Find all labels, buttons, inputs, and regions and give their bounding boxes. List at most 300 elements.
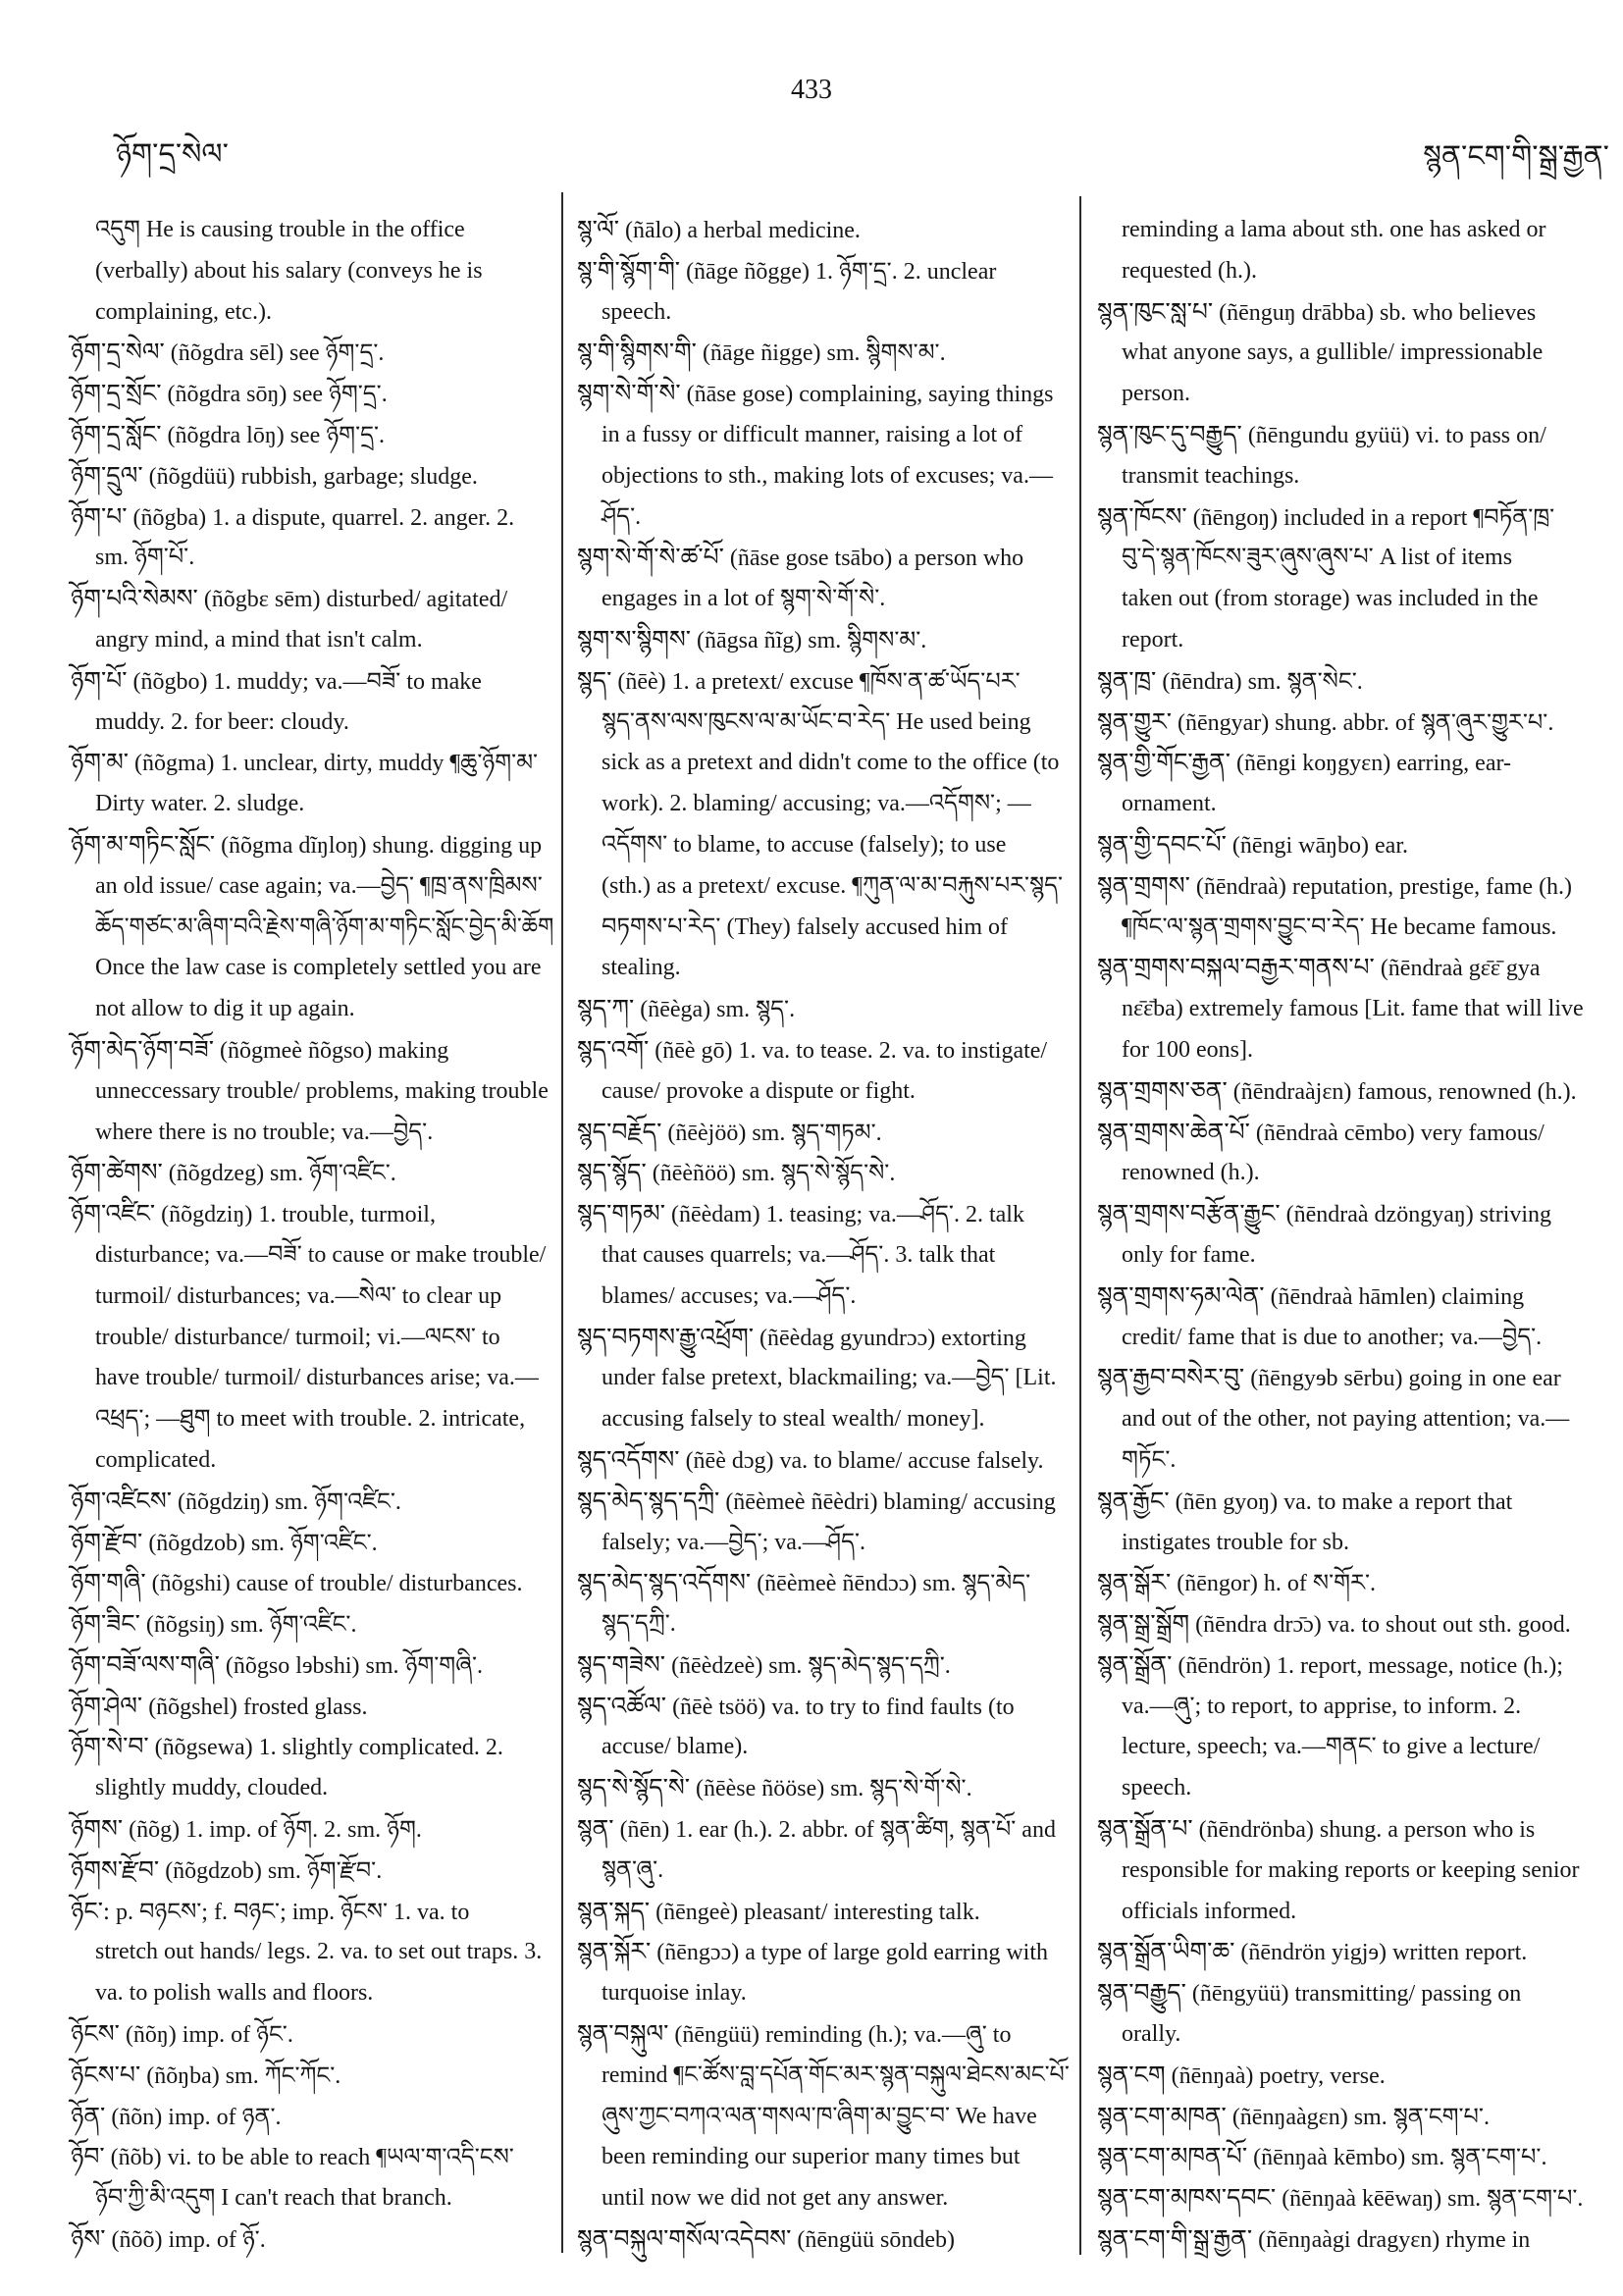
dictionary-entry <box>1097 1358 1607 1481</box>
headword: ཉོག་མ་ <box>71 750 130 777</box>
dictionary-entry <box>71 1482 553 1523</box>
entry-continuation-line <box>71 1768 553 1809</box>
entry-text: (ñāse gose) complaining, saying things <box>686 382 1054 408</box>
headword: ཉོག་འཛིངས་ <box>71 1487 173 1515</box>
entry-text: (ñēè gō) 1. va. to tease. 2. va. to instigate/ <box>654 1037 1048 1064</box>
headword: ཉོག་འཛིང་ <box>71 1201 156 1228</box>
entry-text: (ñõgma dĩŋloŋ) shung. digging up <box>221 832 543 859</box>
entry-text: (ñēngeè) pleasant/ interesting talk. <box>655 1899 980 1925</box>
headword: སྙད་བཏགས་རྒྱུ་འཕྲོག་ <box>577 1324 755 1351</box>
entry-first-line <box>1097 1809 1607 1851</box>
entry-text: (ñēèdag gyundrɔɔ) extorting <box>759 1325 1026 1351</box>
entry-continuation-line <box>1097 374 1607 415</box>
entry-text: (ñēndra) sm. སྙན་སེང་. <box>1162 668 1363 695</box>
dictionary-entry <box>71 456 553 497</box>
entry-first-line <box>1097 1277 1607 1318</box>
entry-first-line <box>1097 1358 1607 1399</box>
dictionary-entry <box>577 538 1070 620</box>
dictionary-entry <box>71 1563 553 1604</box>
entry-text: taken out (from storage) was included in the <box>1122 586 1539 612</box>
dictionary-entry <box>71 2137 553 2219</box>
entry-continuation-line <box>71 784 553 825</box>
entry-continuation-line <box>71 703 553 744</box>
headword: སྙན་ངག་མཁན་པོ་ <box>1097 2144 1248 2171</box>
entry-text: (ñēngyɘb sērbu) going in one ear <box>1250 1366 1561 1392</box>
entry-first-line <box>1097 2056 1607 2097</box>
entry-first-line <box>71 374 553 415</box>
entry-text: འདུག He is causing trouble in the office <box>95 217 465 242</box>
entry-text: unneccessary trouble/ problems, making trouble <box>95 1077 549 1104</box>
entry-text: ཞུས་ཀྱང་བཀའ་ལན་གསལ་ཁ་ཞིག་མ་བྱུང་བ་ We have <box>602 2103 1037 2129</box>
entry-first-line <box>1097 1482 1607 1523</box>
entry-text: renowned (h.). <box>1122 1160 1260 1186</box>
headword: སྙད་སེ་སྙོད་སེ་ <box>577 1775 690 1802</box>
entry-text: in a fussy or difficult manner, raising a lot of <box>602 421 1023 447</box>
headword: སྙན་བསྐུལ་གསོལ་འདེབས་ <box>577 2226 792 2254</box>
entry-text: (ñõgsiŋ) sm. ཉོག་འཛིང་. <box>145 1612 357 1639</box>
headword: ཉོག་དྲ་སེལ་ <box>71 339 165 367</box>
entry-text: (ñõgshel) frosted glass. <box>148 1694 368 1720</box>
entry-text: for 100 eons]. <box>1122 1036 1253 1063</box>
entry-text: (ñēèdzeè) sm. སྙད་མེད་སྙད་དཀྲི་. <box>671 1652 951 1679</box>
entry-first-line <box>71 1030 553 1071</box>
entry-continuation-line <box>1097 333 1607 374</box>
headword: སྙན་ངག <box>1097 2061 1166 2089</box>
headword: ཉོག་དྲ་སློང་ <box>71 421 162 448</box>
headword: སྙན་རྒྱབ་བསེར་བུ་ <box>1097 1365 1245 1392</box>
headword: སྙད་མེད་སྙད་དཀྲི་ <box>577 1487 720 1515</box>
dictionary-entry <box>71 661 553 744</box>
entry-text: (ñēnŋaàgɛn) sm. སྙན་ངག་པ་. <box>1231 2104 1490 2130</box>
entry-first-line <box>71 2137 553 2178</box>
entry-text: have trouble/ turmoil/ disturbances arise; va.— <box>95 1365 539 1391</box>
entry-text: (ñõõ) imp. of ཉོ་. <box>111 2227 266 2254</box>
entry-first-line <box>577 620 1070 661</box>
entry-continuation-line <box>1097 989 1607 1030</box>
entry-first-line <box>1097 2178 1607 2219</box>
entry-continuation-line <box>577 1071 1070 1113</box>
entry-text: ornament. <box>1122 791 1217 817</box>
dictionary-entry <box>577 1563 1070 1645</box>
headword: སྙན་ཁུང་དུ་བརྒྱུད་ <box>1097 421 1242 448</box>
entry-text: stretch out hands/ legs. 2. va. to set out traps. 3. <box>95 1939 543 1965</box>
entry-first-line <box>577 1194 1070 1235</box>
dictionary-entry <box>577 333 1070 374</box>
entry-continuation-line <box>71 2178 553 2219</box>
entry-first-line <box>1097 1071 1607 1113</box>
entry-text: complaining, etc.). <box>95 298 272 325</box>
entry-text: (ñēngyar) shung. abbr. of སྙན་ཞུར་གྱུར་པ་. <box>1177 709 1554 736</box>
entry-text: (ñēngor) h. of ས་གོར་. <box>1177 1571 1377 1597</box>
entry-text: (ñēndra drɔ̄ɔ) va. to shout out sth. good. <box>1195 1612 1571 1639</box>
headword: སྙན་སྒྲ་སྒྲོག <box>1097 1611 1190 1639</box>
dictionary-entry <box>1097 415 1607 497</box>
entry-text: (ñēnŋaà kēmbo) sm. སྙན་ངག་པ་. <box>1253 2145 1547 2171</box>
headword: ཉོག་པ་ <box>71 503 128 531</box>
entry-text: (ñēndraàjɛn) famous, renowned (h.). <box>1232 1078 1577 1105</box>
entry-text: complicated. <box>95 1446 217 1473</box>
entry-text: (ñēè dɔg) va. to blame/ accuse falsely. <box>685 1447 1044 1474</box>
headword: ཉོང་: <box>71 1898 110 1925</box>
dictionary-entry <box>1097 2097 1607 2138</box>
dictionary-entry <box>71 1892 553 2014</box>
entry-text: sick as a pretext and didn't come to the office (to <box>602 750 1060 776</box>
dictionary-entry <box>71 579 553 661</box>
dictionary-entry <box>577 1440 1070 1482</box>
entry-first-line <box>577 1563 1070 1604</box>
entry-continuation-line <box>577 825 1070 866</box>
entry-text: reminding a lama about sth. one has asked or <box>1122 217 1546 242</box>
entry-text: སྙན་ཞུ་. <box>602 1856 664 1883</box>
entry-continuation-line <box>1097 1399 1607 1440</box>
entry-text: report. <box>1122 626 1184 652</box>
entry-continuation-line <box>1097 784 1607 825</box>
entry-text: (ñāge ñõgge) 1. ཉོག་དྲ་. 2. unclear <box>686 258 997 285</box>
entry-text: officials informed. <box>1122 1898 1297 1924</box>
entry-first-line <box>71 2219 553 2261</box>
entry-text: (ñõgba) 1. a dispute, quarrel. 2. anger. 2. <box>132 504 515 531</box>
entry-text: (ñāse gose tsābo) a person who <box>729 546 1024 572</box>
entry-text: (ñēèñöö) sm. སྙད་སེ་སྙོད་སེ་. <box>652 1161 896 1187</box>
entry-first-line <box>1097 743 1607 784</box>
entry-first-line <box>1097 292 1607 334</box>
entry-continuation-line <box>1097 1153 1607 1194</box>
entry-text: orally. <box>1122 2021 1181 2048</box>
entry-first-line <box>577 210 1070 251</box>
entry-continuation-line <box>577 1277 1070 1318</box>
entry-continuation-line <box>577 2056 1070 2097</box>
entry-continuation-line <box>1097 1235 1607 1277</box>
entry-text: muddy. 2. for beer: cloudy. <box>95 708 349 735</box>
entry-continuation-line <box>1097 251 1607 292</box>
dictionary-entry <box>71 2219 553 2261</box>
entry-first-line <box>1097 2097 1607 2138</box>
entry-first-line <box>71 2056 553 2097</box>
headword: སྙད་འགོ་ <box>577 1036 650 1064</box>
dictionary-entry <box>71 1194 553 1482</box>
entry-first-line <box>577 1153 1070 1194</box>
headword: ཉོག་མེད་ཉོག་བཟོ་ <box>71 1036 214 1064</box>
entry-continuation-line <box>577 2137 1070 2178</box>
headword: ཉོག་ཤེལ་ <box>71 1693 143 1720</box>
headword: སྙན་གྲགས་ཆེན་པོ་ <box>1097 1119 1250 1146</box>
entry-continuation-line <box>1097 1768 1607 1809</box>
entry-text: (ñõgdüü) rubbish, garbage; sludge. <box>148 463 478 490</box>
headword: སྙན་སྐོར་ <box>577 1939 652 1966</box>
entry-continuation-line <box>1097 2014 1607 2056</box>
entry-first-line <box>71 1604 553 1645</box>
entry-text: credit/ fame that is due to another; va.—བྱེད་. <box>1122 1324 1543 1350</box>
dictionary-entry <box>577 661 1070 989</box>
headword: སྙན་གྲགས་བསྐལ་བརྒྱར་གནས་པ་ <box>1097 955 1375 982</box>
entry-text: engages in a lot of སྙག་སེ་གོ་སེ་. <box>602 586 886 612</box>
entry-text: va.—ཞུ་; to report, to apprise, to inform. 2. <box>1122 1693 1522 1719</box>
entry-text: accusing falsely to steal wealth/ money]. <box>602 1406 985 1433</box>
entry-continuation-line <box>71 989 553 1030</box>
headword: སྙན་སྐད་ <box>577 1898 651 1925</box>
entry-continuation-line <box>71 1440 553 1482</box>
dictionary-entry <box>577 374 1070 538</box>
entry-continuation-line <box>577 415 1070 456</box>
headword: ཉོག་པོ་ <box>71 667 128 695</box>
headword: སྙག་སེ་གོ་སེ་ཚ་པོ་ <box>577 545 724 572</box>
entry-first-line <box>1097 1645 1607 1687</box>
entry-continuation-line <box>71 1113 553 1154</box>
headword: སྙག་ས་སྙིགས་ <box>577 626 691 653</box>
headword: སྙན་བསྐུལ་ <box>577 2021 669 2049</box>
entry-first-line <box>1097 1194 1607 1235</box>
headword: སྙག་སེ་གོ་སེ་ <box>577 381 681 408</box>
entry-first-line <box>71 661 553 703</box>
entry-text: accuse/ blame). <box>602 1734 749 1760</box>
entry-text: (ñēèjöö) sm. སྙད་གཏམ་. <box>667 1120 882 1146</box>
headword: སྙན་ <box>577 1816 614 1844</box>
entry-continuation-line <box>577 743 1070 784</box>
entry-continuation <box>71 210 553 333</box>
entry-text: objections to sth., making lots of excuses; va.— <box>602 462 1053 489</box>
dictionary-entry <box>1097 497 1607 661</box>
entry-first-line <box>71 743 553 784</box>
entry-text: what anyone says, a gullible/ impressionable <box>1122 339 1544 366</box>
headword: ཉོག་སེ་བ་ <box>71 1734 149 1761</box>
column-divider <box>561 192 563 2253</box>
headword: སྙན་རྒྱོང་ <box>1097 1487 1170 1515</box>
entry-continuation-line <box>577 784 1070 825</box>
headword: སྙན་གྲགས་ <box>1097 872 1190 900</box>
dictionary-entry <box>1097 703 1607 744</box>
entry-text: (ñõŋ) imp. of ཉོང་. <box>125 2022 293 2049</box>
dictionary-entry <box>1097 1932 1607 1973</box>
entry-continuation-line <box>71 908 553 949</box>
headword: ཉོངས་པ་ <box>71 2061 141 2089</box>
entry-text: (ñēngoŋ) included in a report ¶བཏོན་ཁྲ་ <box>1192 504 1555 531</box>
entry-text: until now we did not get any answer. <box>602 2185 949 2212</box>
headword: སྙན་སྒྲོན་ <box>1097 1651 1173 1679</box>
dictionary-entry <box>71 1645 553 1687</box>
entry-first-line <box>71 2014 553 2056</box>
entry-text: (ñõŋba) sm. ཀོང་ཀོང་. <box>146 2062 341 2089</box>
entry-first-line <box>577 251 1070 292</box>
running-head-right: སྙན་ངག་གི་སྒྲ་རྒྱན་ <box>1423 140 1609 173</box>
entry-continuation-line <box>71 1358 553 1399</box>
entry-text: (ñēngi wāŋbo) ear. <box>1231 832 1408 859</box>
entry-text: speech. <box>1122 1775 1192 1801</box>
headword: ཉོག་མ་གཏིང་སློང་ <box>71 831 216 859</box>
dictionary-entry <box>577 1892 1070 1933</box>
dictionary-entry <box>577 1153 1070 1194</box>
entry-first-line <box>71 1482 553 1523</box>
entry-continuation-line <box>1097 456 1607 497</box>
headword: སྙན་ཁྲ་ <box>1097 667 1157 695</box>
entry-text: angry mind, a mind that isn't calm. <box>95 626 423 652</box>
entry-continuation-line <box>1097 908 1607 949</box>
entry-first-line <box>577 2219 1070 2261</box>
entry-text: turmoil/ disturbances; va.—སེལ་ to clear up <box>95 1282 502 1309</box>
headword: སྙན་ཁུང་སླ་པ་ <box>1097 298 1214 326</box>
entry-text: ཆོད་གཙང་མ་ཞིག་བའི་རྗེས་གཞི་ཉོག་མ་གཏིང་སློང་བྱེད་མི་ཆོག <box>95 913 554 940</box>
entry-continuation-line <box>71 251 553 292</box>
entry-continuation-line <box>577 703 1070 744</box>
entry-continuation-line <box>71 1277 553 1318</box>
dictionary-entry <box>577 1113 1070 1154</box>
headword: སྙན་གྲགས་བརྩོན་རྒྱུང་ <box>1097 1201 1281 1228</box>
entry-first-line <box>71 1523 553 1564</box>
dictionary-entry <box>577 1194 1070 1317</box>
headword: སྙན་ཁོངས་ <box>1097 503 1187 531</box>
entry-first-line <box>1097 415 1607 456</box>
entry-text: ཤོད་. <box>602 503 642 530</box>
dictionary-entry <box>1097 1604 1607 1645</box>
entry-text: turquoise inlay. <box>602 1980 747 2007</box>
headword: སྙད་འདོགས་ <box>577 1446 680 1474</box>
entry-continuation-line <box>1097 579 1607 620</box>
entry-first-line <box>71 210 553 251</box>
entry-continuation-line <box>577 866 1070 908</box>
entry-text: and out of the other, not paying attention; va.— <box>1122 1406 1570 1433</box>
headword: སྙད་བརྗོད་ <box>577 1119 662 1146</box>
dictionary-entry <box>1097 1563 1607 1604</box>
entry-first-line <box>71 1645 553 1687</box>
entry-first-line <box>71 825 553 866</box>
entry-first-line <box>71 1851 553 1892</box>
entry-text: གཏོང་. <box>1122 1446 1177 1473</box>
entry-first-line <box>71 497 553 539</box>
entry-text: འཕྲད་; —ཐུག to meet with trouble. 2. intricate, <box>95 1406 526 1433</box>
dictionary-entry <box>1097 948 1607 1070</box>
entry-text: (ñõgsewa) 1. slightly complicated. 2. <box>154 1735 503 1761</box>
headword: སྙན་གྱུར་ <box>1097 708 1172 736</box>
headword: སྙ་གི་སྙིགས་གི་ <box>577 339 697 367</box>
entry-first-line <box>577 1113 1070 1154</box>
headword: སྙན་ངག་གི་སྒྲ་རྒྱན་ <box>1097 2226 1253 2254</box>
entry-text: (ñēngundu gyüü) vi. to pass on/ <box>1247 422 1546 448</box>
headword: ཉོག་པའི་སེམས་ <box>71 586 198 613</box>
entry-continuation-line <box>71 1318 553 1359</box>
entry-text: been reminding our superior many times but <box>602 2144 1021 2170</box>
entry-text: (ñõn) imp. of ཉན་. <box>111 2104 282 2130</box>
entry-first-line <box>577 538 1070 579</box>
headword: སྙད་འཚོལ་ <box>577 1693 667 1720</box>
dictionary-entry <box>71 333 553 374</box>
entry-continuation-line <box>577 1727 1070 1768</box>
entry-text: (ñēngüü sōndeb) <box>797 2227 955 2254</box>
entry-first-line <box>577 1809 1070 1851</box>
entry-text: (ñēndrön) 1. report, message, notice (h.); <box>1178 1652 1563 1679</box>
headword: ཉོབ་ <box>71 2144 105 2171</box>
entry-text: (ñõgmeè ñõgso) making <box>219 1037 449 1064</box>
dictionary-entry <box>1097 292 1607 415</box>
dictionary-entry <box>71 2097 553 2138</box>
entry-text: (ñēè tsöö) va. to try to find faults (to <box>672 1694 1015 1720</box>
entry-text: (verbally) about his salary (conveys he is <box>95 257 483 284</box>
entry-text: speech. <box>602 298 672 325</box>
dictionary-entry <box>71 2056 553 2097</box>
entry-continuation-line <box>577 1604 1070 1645</box>
entry-text: (ñēèdam) 1. teasing; va.—ཤོད་. 2. talk <box>670 1202 1024 1228</box>
headword: སྙན་གྱི་གོང་རྒྱན་ <box>1097 750 1230 777</box>
entry-first-line <box>1097 1113 1607 1154</box>
entry-first-line <box>1097 1563 1607 1604</box>
entry-text: (ñēngi koŋgyɛn) earring, ear- <box>1235 751 1511 777</box>
entry-text: (ñēndraà hāmlen) claiming <box>1270 1283 1525 1310</box>
entry-text: p. བཉངས་; f. བཉང་; imp. ཉོངས་ 1. va. to <box>116 1899 470 1925</box>
entry-text: (ñēndraà) reputation, prestige, fame (h.) <box>1195 873 1573 900</box>
entry-text: (ñõgdziŋ) sm. ཉོག་འཛིང་. <box>178 1488 401 1515</box>
entry-continuation-line <box>577 579 1070 620</box>
entry-text: ཉོབ་ཀྱི་མི་འདུག I can't reach that branch. <box>95 2185 452 2212</box>
dictionary-entry <box>71 374 553 415</box>
entry-continuation-line <box>577 948 1070 989</box>
dictionary-entry <box>71 743 553 825</box>
entry-text: lecture, speech; va.—གནང་ to give a lecture/ <box>1122 1734 1541 1760</box>
entry-continuation-line <box>71 292 553 334</box>
entry-first-line <box>577 1687 1070 1728</box>
entry-text: (ñõgdzeg) sm. ཉོག་འཛིང་. <box>168 1161 396 1187</box>
entry-text: (ñēn gyoŋ) va. to make a report that <box>1175 1488 1513 1515</box>
dictionary-entry <box>577 2219 1070 2261</box>
entry-first-line <box>1097 866 1607 908</box>
dictionary-entry <box>577 1768 1070 1809</box>
entry-text: འདོགས་ to blame, to accuse (falsely); to use <box>602 831 1007 858</box>
entry-first-line <box>71 1892 553 1933</box>
entry-first-line <box>1097 210 1607 251</box>
dictionary-entry <box>71 1851 553 1892</box>
headword: སྙན་གྲགས་ཅན་ <box>1097 1077 1228 1105</box>
entry-text: བུ་དེ་སྙན་ཁོངས་ཟུར་ཞུས་ཞུས་པ་ A list of items <box>1122 545 1513 571</box>
entry-continuation-line <box>1097 538 1607 579</box>
entry-text: སྙད་ནས་ལས་ཁུངས་ལ་མ་ཡོང་བ་རེད་ He used being <box>602 708 1031 735</box>
entry-text: (ñēè) 1. a pretext/ excuse ¶ཁོས་ན་ཚ་ཡོད་པར་ <box>617 668 1021 695</box>
entry-text: (ñēngyüü) transmitting/ passing on <box>1191 1981 1522 2008</box>
entry-first-line <box>577 1768 1070 1809</box>
dictionary-entry <box>577 1318 1070 1440</box>
entry-continuation-line <box>1097 620 1607 661</box>
dictionary-entry <box>1097 1113 1607 1195</box>
headword: ཉོག་དྲུལ་ <box>71 462 143 490</box>
entry-text: remind ¶ང་ཚོས་བླ་དཔོན་གོང་མར་སྙན་བསྐུལ་ཐེངས་མང་པོ་ <box>602 2061 1070 2088</box>
entry-text: requested (h.). <box>1122 257 1257 284</box>
entry-continuation <box>1097 210 1607 292</box>
entry-text: blames/ accuses; va.—ཤོད་. <box>602 1282 857 1309</box>
dictionary-entry <box>1097 743 1607 825</box>
entry-first-line <box>577 2014 1070 2056</box>
entry-text: (ñõg) 1. imp. of ཉོག. 2. sm. ཉོག. <box>129 1817 422 1844</box>
entry-text: nɛ̄ɛ̄ba) extremely famous [Lit. fame that will live <box>1122 996 1584 1022</box>
entry-continuation-line <box>577 1973 1070 2014</box>
entry-text: instigates trouble for sb. <box>1122 1529 1349 1555</box>
dictionary-entry <box>577 1809 1070 1892</box>
dictionary-entry <box>71 1727 553 1809</box>
headword: ཉོན་ <box>71 2103 106 2130</box>
entry-text: (ñēèmeè ñēndɔɔ) sm. སྙད་མེད་ <box>757 1571 1031 1597</box>
entry-text: not allow to dig it up again. <box>95 996 355 1022</box>
entry-first-line <box>71 2097 553 2138</box>
headword: སྙ་ལོ་ <box>577 217 620 243</box>
headword: ཉོག་རྫོབ་ <box>71 1529 143 1556</box>
entry-first-line <box>1097 1604 1607 1645</box>
headword: སྙད་སྙོད་ <box>577 1160 647 1187</box>
entry-first-line <box>1097 948 1607 989</box>
entry-continuation-line <box>1097 1727 1607 1768</box>
dictionary-entry <box>1097 2178 1607 2219</box>
entry-continuation-line <box>577 1523 1070 1564</box>
entry-first-line <box>1097 1932 1607 1973</box>
entry-text: བཏགས་པ་རེད་ (They) falsely accused him of <box>602 913 1009 940</box>
entry-first-line <box>577 1892 1070 1933</box>
entry-first-line <box>71 456 553 497</box>
entry-first-line <box>577 1645 1070 1687</box>
dictionary-entry <box>1097 2137 1607 2178</box>
